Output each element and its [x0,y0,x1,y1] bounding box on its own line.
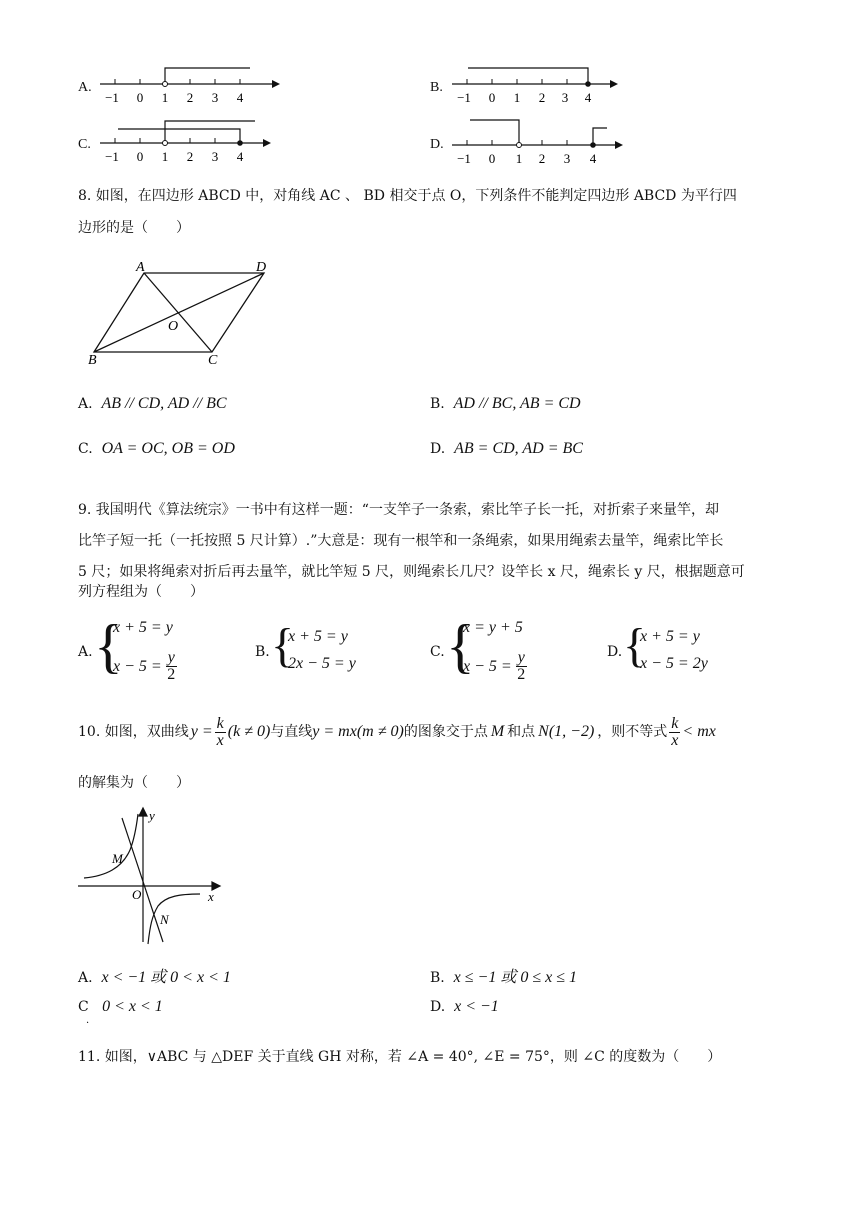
q9-b-eq2: 2x − 5 = y [288,655,356,672]
q9-stem-line3: 5 尺；如果将绳索对折后再去量竿，就比竿短 5 尺，则绳索长几尺？设竿长 x 尺，绳索长 y 尺，根据题意可 [78,564,745,580]
denominator: x [216,731,224,749]
q10-stem-line2: 的解集为（ ） [78,775,190,791]
option-label: B. [430,396,445,412]
q7-option-a-label: A. [78,80,92,95]
q8-option-c [78,440,235,458]
option-text: x < −1 或 0 < x < 1 [101,969,231,986]
q9-stem-line4: 列方程组为（ ） [78,584,204,600]
q10-stem-line1 [78,714,716,750]
q9-d-eq2: x − 5 = 2y [640,655,708,672]
tick: 1 [161,149,169,164]
option-text: AB = CD, AD = BC [454,440,583,457]
tick: 0 [136,90,144,105]
option-label: B. [430,970,445,986]
eq-left: x − 5 = [463,657,512,675]
fraction-k-over-x [215,716,226,749]
numerator: k [671,714,679,732]
q10-text: 的图象交于点 [403,724,488,740]
tick: 0 [488,90,496,105]
q9-option-c-label: C. [430,644,445,660]
tick: 4 [236,90,244,105]
option-label: D. [430,441,446,457]
vertex-d-label: D [256,260,267,275]
q9-stem-line2: 比竿子短一托（一托按照 5 尺计算）.”大意是：现有一根竿和一条绳索，如果用绳索去量竿，绳索比竿长 [78,533,724,549]
origin-label: O [132,887,142,902]
brace: { [446,613,475,679]
option-label: A. [78,970,93,986]
q10-text: 与直线 [270,724,313,740]
q9-option-a-label: A. [78,644,93,660]
tick: 3 [211,149,219,164]
point-m-label: M [112,851,123,866]
numerator: y [167,649,175,666]
y-axis-label: y [149,808,155,823]
tick: 4 [236,149,244,164]
tick: 1 [513,90,521,105]
tick: 3 [561,90,569,105]
q10-ineq-tail: < mx [682,723,716,740]
denominator: 2 [167,666,176,683]
tick: 3 [211,90,219,105]
numerator: y [517,649,525,666]
stray-dot: · [86,1018,90,1029]
q10-text: ，则不等式 [597,724,668,740]
q10-option-b [430,964,577,987]
q8-stem-line1: 8. 如图，在四边形 ABCD 中，对角线 AC 、 BD 相交于点 O，下列条件不能判定四边形 ABCD 为平行四 [78,188,737,204]
q7-option-d-numberline [452,118,632,166]
q10-point-m: M [490,723,505,740]
q10-option-a [78,964,231,987]
tick: 0 [488,151,496,166]
tick: −1 [457,90,471,105]
q10-graph-figure [76,806,226,946]
option-text: OA = OC, OB = OD [101,440,235,457]
q7-option-c-label: C. [78,137,91,152]
tick: 1 [161,90,169,105]
vertex-c-label: C [208,353,218,368]
q9-c-eq1: x = y + 5 [463,619,523,636]
q8-option-d [430,440,583,458]
q8-option-b [430,395,581,413]
q9-option-d-label: D. [607,644,623,660]
q10-curve-eq: y = [190,723,213,740]
q10-line-eq: y = mx(m ≠ 0) [312,723,404,740]
denominator: x [671,731,679,749]
brace: { [94,613,123,679]
vertex-o-label: O [168,319,179,334]
option-label: C. [78,441,93,457]
q7-option-c-numberline [100,118,280,166]
option-label: C [78,999,89,1015]
tick: 2 [186,90,194,105]
fraction [166,650,177,683]
q7-option-b-label: B. [430,80,443,95]
option-text: x ≤ −1 或 0 ≤ x ≤ 1 [453,969,578,986]
tick: 3 [563,151,571,166]
brace: { [271,619,295,672]
option-label: A. [78,396,93,412]
point-n-label: N [160,912,169,927]
q9-a-eq1: x + 5 = y [113,619,173,636]
vertex-b-label: B [88,353,97,368]
denominator: 2 [517,666,526,683]
q8-option-a [78,395,227,413]
fraction-k-over-x [669,716,680,749]
numerator: k [216,714,224,732]
tick: 2 [538,90,546,105]
q7-option-a-numberline [100,62,280,110]
tick: 0 [136,149,144,164]
q10-prefix: 10. 如图，双曲线 [78,724,189,740]
option-label: D. [430,999,446,1015]
option-text: 0 < x < 1 [102,998,163,1015]
fraction [516,650,527,683]
q10-option-d [430,998,499,1016]
tick: 2 [186,149,194,164]
tick: −1 [105,149,119,164]
x-axis-label: x [208,889,214,904]
eq-left: x − 5 = [113,657,162,675]
q9-stem-line1: 9. 我国明代《算法统宗》一书中有这样一题：“一支竿子一条索，索比竿子长一托，对折索子来量竿，却 [78,502,719,518]
q10-point-n: N(1, −2) [538,723,595,740]
q9-c-eq2 [463,650,527,683]
option-text: AD // BC, AB = CD [453,395,581,412]
tick: −1 [457,151,471,166]
tick: 4 [584,90,592,105]
q9-d-eq1: x + 5 = y [640,628,700,645]
option-text: x < −1 [454,998,499,1015]
brace: { [623,619,647,672]
q8-stem-line2: 边形的是（ ） [78,220,190,236]
q9-a-eq2 [113,650,177,683]
option-text: AB // CD, AD // BC [101,395,227,412]
q7-option-b-numberline [452,62,632,110]
tick: 1 [515,151,523,166]
q9-option-b-label: B. [255,644,270,660]
q8-parallelogram-figure [82,258,282,368]
q9-b-eq1: x + 5 = y [288,628,348,645]
q10-cond: (k ≠ 0) [227,723,271,740]
vertex-a-label: A [136,260,145,275]
q10-option-c [78,998,163,1016]
tick: 2 [538,151,546,166]
tick: −1 [105,90,119,105]
q7-option-d-label: D. [430,137,444,152]
tick: 4 [589,151,597,166]
q11-stem: 11. 如图，∨ABC 与 △DEF 关于直线 GH 对称，若 ∠A = 40°, ∠E = 75°，则 ∠C 的度数为（ ） [78,1049,722,1065]
q10-text: 和点 [507,724,536,740]
